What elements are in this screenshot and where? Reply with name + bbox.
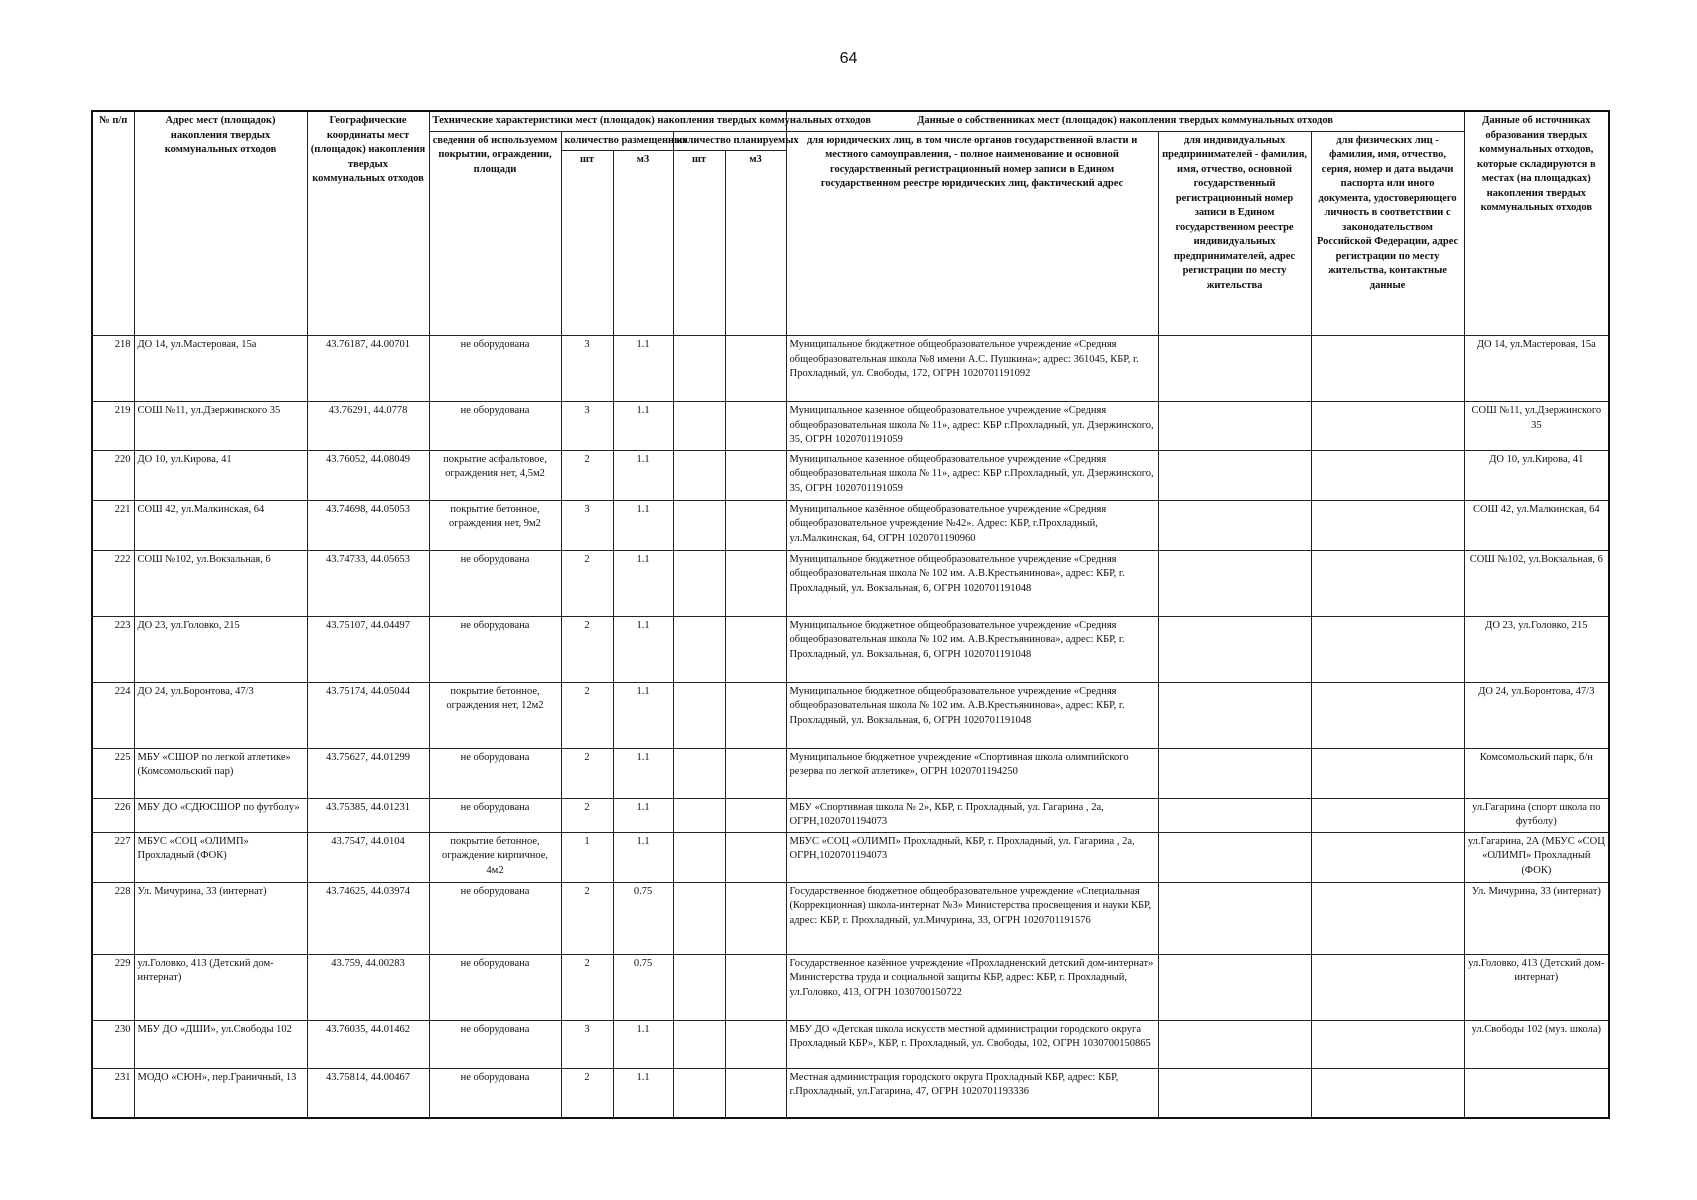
row-address: СОШ №11, ул.Дзержинского 35 [134,402,307,451]
table-row [92,682,1609,748]
row-pcs: 2 [561,748,613,798]
table-body [92,336,1609,1119]
header-coords: Географические координаты мест (площадок) накопления твердых коммунальных отходов [307,111,429,336]
row-pcs: 3 [561,336,613,402]
row-num: 226 [92,798,134,832]
row-pcs: 1 [561,832,613,882]
row-m3-planned [725,616,786,682]
row-m3: 1.1 [613,616,673,682]
row-owner-ie [1158,500,1311,550]
row-address: МБУ «СШОР по легкой атлетике» (Комсомольский пар) [134,748,307,798]
row-address: МБУС «СОЦ «ОЛИМП» Прохладный (ФОК) [134,832,307,882]
row-num: 231 [92,1068,134,1118]
row-owner-ie [1158,682,1311,748]
row-pcs-planned [673,402,725,451]
table-row [92,402,1609,451]
header-m3-planned: м3 [725,151,786,336]
row-pcs-planned [673,1068,725,1118]
row-m3: 1.1 [613,832,673,882]
row-pcs: 3 [561,1020,613,1068]
table-row [92,798,1609,832]
row-cover: покрытие бетонное, ограждение кирпичное, 4м2 [429,832,561,882]
header-owners: Данные о собственниках мест (площадок) накопления твердых коммунальных отходов [786,111,1464,131]
row-source: СОШ №102, ул.Вокзальная, 6 [1464,550,1609,616]
row-source [1464,1068,1609,1118]
row-owner-individual [1311,1020,1464,1068]
row-owner-individual [1311,954,1464,1020]
row-pcs: 2 [561,550,613,616]
row-cover: не оборудована [429,336,561,402]
row-m3-planned [725,832,786,882]
row-m3: 1.1 [613,798,673,832]
row-coords: 43.76187, 44.00701 [307,336,429,402]
row-owner-individual [1311,500,1464,550]
row-pcs-planned [673,798,725,832]
row-source: ул.Гагарина, 2А (МБУС «СОЦ «ОЛИМП» Прохладный (ФОК) [1464,832,1609,882]
row-num: 230 [92,1020,134,1068]
row-coords: 43.7547, 44.0104 [307,832,429,882]
row-source: ДО 24, ул.Боронтова, 47/3 [1464,682,1609,748]
table-row [92,1020,1609,1068]
row-m3-planned [725,450,786,500]
row-owner-individual [1311,832,1464,882]
row-pcs: 2 [561,682,613,748]
header-address: Адрес мест (площадок) накопления твердых коммунальных отходов [134,111,307,336]
table-row [92,748,1609,798]
row-owner-ie [1158,1068,1311,1118]
row-source: ДО 23, ул.Головко, 215 [1464,616,1609,682]
row-m3-planned [725,882,786,954]
row-owner-ie [1158,450,1311,500]
row-owner-ie [1158,1020,1311,1068]
header-tech-cover: сведения об используемом покрытии, ограждении, площади [429,131,561,336]
row-owner-individual [1311,748,1464,798]
row-address: Ул. Мичурина, 33 (интернат) [134,882,307,954]
header-num: № п/п [92,111,134,336]
row-coords: 43.76291, 44.0778 [307,402,429,451]
row-m3-planned [725,682,786,748]
row-pcs-planned [673,336,725,402]
row-source: Ул. Мичурина, 33 (интернат) [1464,882,1609,954]
row-owner-legal: МБУС «СОЦ «ОЛИМП» Прохладный, КБР, г. Прохладный, ул. Гагарина , 2а, ОГРН,1020701194073 [786,832,1158,882]
row-owner-ie [1158,402,1311,451]
row-m3: 1.1 [613,550,673,616]
row-pcs-planned [673,616,725,682]
header-owners-legal: для юридических лиц, в том числе органов государственной власти и местного самоуправления, - полное наименование и основной государственный регистрационный номер записи в Едином государственном реестре юридических лиц, фактический адрес [786,131,1158,336]
table-row [92,1068,1609,1118]
row-m3: 1.1 [613,450,673,500]
row-coords: 43.75627, 44.01299 [307,748,429,798]
row-cover: покрытие бетонное, ограждения нет, 9м2 [429,500,561,550]
row-pcs: 3 [561,500,613,550]
row-m3: 1.1 [613,402,673,451]
row-owner-legal: Муниципальное казенное общеобразовательное учреждение «Средняя общеобразовательная школа № 11», адрес: КБР г.Прохладный, ул. Дзержинского, 35, ОГРН 1020701191059 [786,450,1158,500]
row-num: 223 [92,616,134,682]
row-m3: 1.1 [613,336,673,402]
row-pcs-planned [673,1020,725,1068]
row-owner-individual [1311,402,1464,451]
row-pcs-planned [673,500,725,550]
row-address: СОШ 42, ул.Малкинская, 64 [134,500,307,550]
row-cover: не оборудована [429,1068,561,1118]
row-cover: не оборудована [429,954,561,1020]
table-row [92,616,1609,682]
row-m3-planned [725,336,786,402]
row-owner-legal: Муниципальное бюджетное общеобразовательное учреждение «Средняя общеобразовательная школа №8 имени А.С. Пушкина»; адрес: 361045, КБР, г. Прохладный, ул. Свободы, 172, ОГРН 1020701191092 [786,336,1158,402]
row-owner-ie [1158,798,1311,832]
row-cover: не оборудована [429,748,561,798]
row-num: 228 [92,882,134,954]
row-address: ДО 10, ул.Кирова, 41 [134,450,307,500]
table-row [92,954,1609,1020]
header-qty-placed: количество размещенных [561,131,673,151]
row-m3: 1.1 [613,748,673,798]
header-owners-individual: для физических лиц - фамилия, имя, отчество, серия, номер и дата выдачи паспорта или иного документа, удостоверяющего личность в соответствии с законодательством Российской Федерации, адрес регистрации по месту жительства, контактные данные [1311,131,1464,336]
header-owners-ie: для индивидуальных предпринимателей - фамилия, имя, отчество, основной государственный регистрационный номер записи в Едином государственном реестре индивидуальных предпринимателей, адрес регистрации по месту жительства [1158,131,1311,336]
row-pcs: 2 [561,1068,613,1118]
row-owner-ie [1158,336,1311,402]
row-m3: 1.1 [613,500,673,550]
row-owner-individual [1311,336,1464,402]
row-address: МОДО «СЮН», пер.Граничный, 13 [134,1068,307,1118]
row-m3-planned [725,798,786,832]
header-m3: м3 [613,151,673,336]
row-pcs-planned [673,450,725,500]
row-address: МБУ ДО «СДЮСШОР по футболу» [134,798,307,832]
row-num: 229 [92,954,134,1020]
table-row [92,832,1609,882]
row-source: ул.Свободы 102 (муз. школа) [1464,1020,1609,1068]
row-pcs-planned [673,954,725,1020]
row-coords: 43.76052, 44.08049 [307,450,429,500]
row-num: 220 [92,450,134,500]
row-pcs: 2 [561,954,613,1020]
row-source: ДО 14, ул.Мастеровая, 15а [1464,336,1609,402]
row-m3: 0.75 [613,954,673,1020]
row-owner-ie [1158,832,1311,882]
row-owner-individual [1311,882,1464,954]
row-pcs-planned [673,550,725,616]
row-source: ДО 10, ул.Кирова, 41 [1464,450,1609,500]
row-cover: покрытие бетонное, ограждения нет, 12м2 [429,682,561,748]
row-num: 219 [92,402,134,451]
table-row [92,336,1609,402]
row-num: 225 [92,748,134,798]
row-address: ДО 14, ул.Мастеровая, 15а [134,336,307,402]
header-pcs: шт [561,151,613,336]
row-pcs: 2 [561,798,613,832]
row-owner-individual [1311,550,1464,616]
row-owner-legal: Местная администрация городского округа Прохладный КБР, адрес: КБР, г.Прохладный, ул.Гагарина, 47, ОГРН 1020701193336 [786,1068,1158,1118]
row-m3-planned [725,1068,786,1118]
row-owner-individual [1311,616,1464,682]
row-owner-ie [1158,748,1311,798]
row-cover: не оборудована [429,402,561,451]
row-owner-individual [1311,682,1464,748]
row-m3-planned [725,954,786,1020]
table-row [92,450,1609,500]
table-row [92,882,1609,954]
row-owner-individual [1311,450,1464,500]
row-m3: 0.75 [613,882,673,954]
row-owner-legal: Муниципальное казённое общеобразовательное учреждение «Средняя общеобразовательное учреждение №42». Адрес: КБР, г.Прохладный, ул.Малкинская, 64, ОГРН 1020701190960 [786,500,1158,550]
header-pcs-planned: шт [673,151,725,336]
row-coords: 43.74625, 44.03974 [307,882,429,954]
row-pcs-planned [673,748,725,798]
row-source: СОШ 42, ул.Малкинская, 64 [1464,500,1609,550]
row-coords: 43.76035, 44.01462 [307,1020,429,1068]
row-source: ул.Головко, 413 (Детский дом-интернат) [1464,954,1609,1020]
row-m3-planned [725,402,786,451]
row-num: 222 [92,550,134,616]
table-row [92,500,1609,550]
row-owner-legal: Государственное казённое учреждение «Прохладненский детский дом-интернат» Министерства труда и социальной защиты КБР, адрес: КБР, г. Прохладный, ул.Головко, 413, ОГРН 1030700150722 [786,954,1158,1020]
header-qty-planned: количество планируемых [673,131,786,151]
row-num: 221 [92,500,134,550]
table-row [92,550,1609,616]
row-num: 224 [92,682,134,748]
row-pcs: 2 [561,450,613,500]
row-pcs-planned [673,882,725,954]
row-pcs-planned [673,682,725,748]
row-address: ДО 23, ул.Головко, 215 [134,616,307,682]
header-sources: Данные об источниках образования твердых коммунальных отходов, которые складируются в местах (на площадках) накопления твердых коммунальных отходов [1464,111,1609,336]
row-cover: не оборудована [429,798,561,832]
row-owner-ie [1158,882,1311,954]
row-owner-individual [1311,798,1464,832]
row-cover: не оборудована [429,1020,561,1068]
row-m3: 1.1 [613,1068,673,1118]
row-owner-legal: Муниципальное бюджетное учреждение «Спортивная школа олимпийского резерва по легкой атлетике», ОГРН 1020701194250 [786,748,1158,798]
row-owner-ie [1158,616,1311,682]
row-m3-planned [725,748,786,798]
row-pcs-planned [673,832,725,882]
row-owner-legal: Муниципальное бюджетное общеобразовательное учреждение «Средняя общеобразовательная школа № 102 им. А.В.Крестьянинова», адрес: КБР, г. Прохладный, ул. Вокзальная, 6, ОГРН 1020701191048 [786,616,1158,682]
row-m3-planned [725,1020,786,1068]
row-address: ул.Головко, 413 (Детский дом-интернат) [134,954,307,1020]
row-coords: 43.75814, 44.00467 [307,1068,429,1118]
waste-sites-table [91,110,1610,1119]
row-num: 218 [92,336,134,402]
row-m3-planned [725,500,786,550]
row-source: Комсомольский парк, б/н [1464,748,1609,798]
row-address: СОШ №102, ул.Вокзальная, 6 [134,550,307,616]
row-cover: не оборудована [429,550,561,616]
row-source: ул.Гагарина (спорт школа по футболу) [1464,798,1609,832]
row-cover: покрытие асфальтовое, ограждения нет, 4,5м2 [429,450,561,500]
row-owner-legal: МБУ «Спортивная школа № 2», КБР, г. Прохладный, ул. Гагарина , 2а, ОГРН,1020701194073 [786,798,1158,832]
row-pcs: 2 [561,616,613,682]
row-num: 227 [92,832,134,882]
row-coords: 43.759, 44.00283 [307,954,429,1020]
row-owner-individual [1311,1068,1464,1118]
row-coords: 43.74698, 44.05053 [307,500,429,550]
row-m3: 1.1 [613,1020,673,1068]
row-owner-ie [1158,550,1311,616]
page-number: 64 [839,50,858,67]
row-coords: 43.74733, 44.05653 [307,550,429,616]
row-owner-legal: Муниципальное казенное общеобразовательное учреждение «Средняя общеобразовательная школа № 11», адрес: КБР г.Прохладный, ул. Дзержинского, 35, ОГРН 1020701191059 [786,402,1158,451]
row-source: СОШ №11, ул.Дзержинского 35 [1464,402,1609,451]
row-coords: 43.75174, 44.05044 [307,682,429,748]
row-address: МБУ ДО «ДШИ», ул.Свободы 102 [134,1020,307,1068]
row-cover: не оборудована [429,882,561,954]
row-owner-legal: Муниципальное бюджетное общеобразовательное учреждение «Средняя общеобразовательная школа № 102 им. А.В.Крестьянинова», адрес: КБР, г. Прохладный, ул. Вокзальная, 6, ОГРН 1020701191048 [786,550,1158,616]
header-tech: Технические характеристики мест (площадок) накопления твердых коммунальных отходов [429,111,786,131]
row-owner-ie [1158,954,1311,1020]
row-m3: 1.1 [613,682,673,748]
row-coords: 43.75385, 44.01231 [307,798,429,832]
row-m3-planned [725,550,786,616]
row-coords: 43.75107, 44.04497 [307,616,429,682]
row-owner-legal: МБУ ДО «Детская школа искусств местной администрации городского округа Прохладный КБР», КБР, г. Прохладный, ул. Свободы, 102, ОГРН 1030700150865 [786,1020,1158,1068]
row-address: ДО 24, ул.Боронтова, 47/3 [134,682,307,748]
row-cover: не оборудована [429,616,561,682]
row-owner-legal: Муниципальное бюджетное общеобразовательное учреждение «Средняя общеобразовательная школа № 102 им. А.В.Крестьянинова», адрес: КБР, г. Прохладный, ул. Вокзальная, 6, ОГРН 1020701191048 [786,682,1158,748]
row-pcs: 3 [561,402,613,451]
row-owner-legal: Государственное бюджетное общеобразовательное учреждение «Специальная (Коррекционная) школа-интернат №3» Министерства просвещения и науки КБР, адрес: КБР, г. Прохладный, ул.Мичурина, 33, ОГРН 1020701191576 [786,882,1158,954]
row-pcs: 2 [561,882,613,954]
